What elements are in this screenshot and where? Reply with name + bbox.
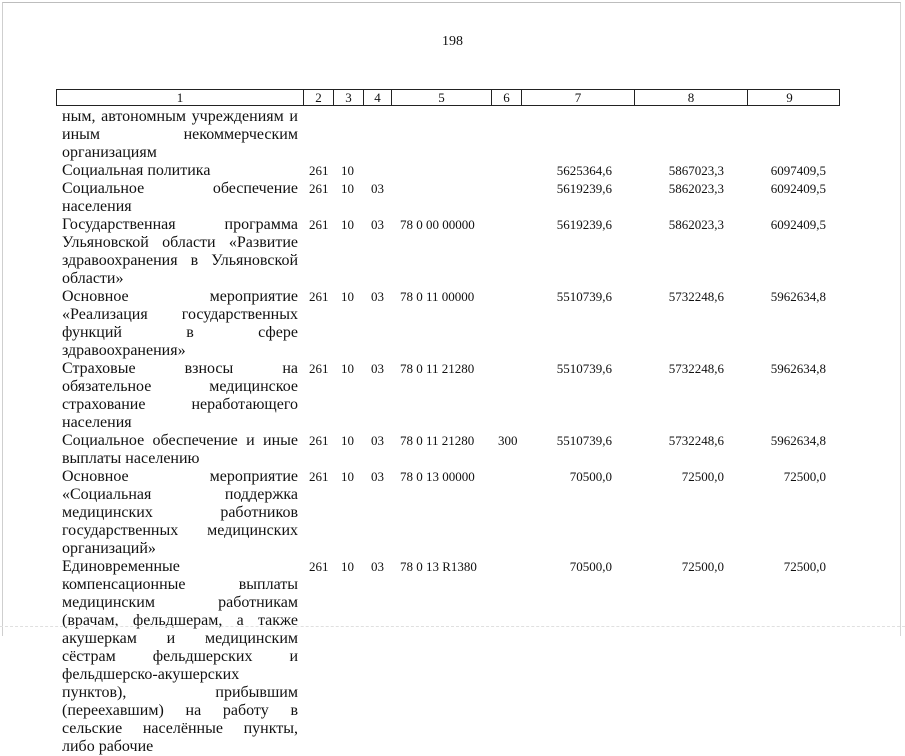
header-col-7: 7 [522,90,635,105]
row-subsection: 03 [371,559,384,574]
row-amount-col8: 72500,0 [681,469,724,484]
row-amount-col7: 5625364,6 [556,163,612,178]
table-row [0,468,905,558]
row-target-article: 78 0 11 21280 [400,433,475,448]
row-amount-col8: 5862023,3 [668,217,724,232]
row-amount-col9: 5962634,8 [770,361,826,376]
row-subsection: 03 [371,469,384,484]
row-name: Основное мероприятие «Социальная поддержка медицинских работников государственных медицинских организаций» [62,468,298,557]
row-name: Государственная программа Ульяновской области «Развитие здравоохранения в Ульяновской области» [62,216,298,287]
table-row [0,558,905,756]
header-col-9: 9 [786,90,793,105]
row-amount-col9: 72500,0 [783,559,826,574]
row-target-article: 78 0 11 21280 [400,361,475,376]
row-section: 10 [341,559,354,574]
page-bottom-edge [0,626,905,627]
row-amount-col9: 6097409,5 [770,163,826,178]
table-row [0,180,905,216]
row-name: Социальное обеспечение и иные выплаты населению [62,432,298,467]
header-col-2: 2 [304,90,334,105]
header-col-6: 6 [492,90,522,105]
row-amount-col9: 5962634,8 [770,289,826,304]
row-amount-col7: 5619239,6 [556,181,612,196]
table-row [0,216,905,288]
row-ved: 261 [309,289,329,304]
row-section: 10 [341,217,354,232]
row-subsection: 03 [371,361,384,376]
header-col-4: 4 [364,90,392,105]
table-body [0,108,905,756]
table-row [0,360,905,432]
row-section: 10 [341,469,354,484]
row-section: 10 [341,181,354,196]
table-row [0,108,905,162]
row-amount-col8: 5732248,6 [668,433,724,448]
row-target-article: 78 0 11 00000 [400,289,475,304]
row-amount-col7: 5510739,6 [556,289,612,304]
row-amount-col7: 70500,0 [569,559,612,574]
table-row [0,432,905,468]
row-amount-col8: 5862023,3 [668,181,724,196]
header-col-5: 5 [392,90,492,105]
row-ved: 261 [309,433,329,448]
row-section: 10 [341,433,354,448]
row-amount-col8: 5732248,6 [668,289,724,304]
row-name: Единовременные компенсационные выплаты медицинским работникам (врачам, фельдшерам, а также акушеркам и медицинским сёстрам фельдшерских и фельдшерско-акушерских пунктов), прибывшим (переехавшим) на работу в сельские населённые пункты, либо рабочие [62,558,298,755]
row-amount-col9: 72500,0 [783,469,826,484]
table-header-row [56,89,840,106]
header-col-1: 1 [57,90,304,105]
header-col-3: 3 [334,90,364,105]
row-subsection: 03 [371,181,384,196]
row-section: 10 [341,289,354,304]
row-amount-col7: 5619239,6 [556,217,612,232]
row-ved: 261 [309,181,329,196]
row-amount-col9: 5962634,8 [770,433,826,448]
row-subsection: 03 [371,433,384,448]
row-name: Социальная политика [62,162,211,179]
row-name: Основное мероприятие «Реализация государственных функций в сфере здравоохранения» [62,288,298,359]
row-amount-col8: 5867023,3 [668,163,724,178]
table-row [0,162,905,180]
row-ved: 261 [309,559,329,574]
row-section: 10 [341,361,354,376]
row-target-article: 78 0 13 00000 [400,469,475,484]
row-amount-col8: 72500,0 [681,559,724,574]
row-name: ным, автономным учреждениям и иным некоммерческим организациям [62,108,298,161]
row-ved: 261 [309,361,329,376]
row-name: Социальное обеспечение населения [62,180,298,215]
header-col-8: 8 [635,90,748,105]
row-amount-col9: 6092409,5 [770,181,826,196]
row-subsection: 03 [371,217,384,232]
row-ved: 261 [309,217,329,232]
row-target-article: 78 0 13 R1380 [400,559,477,574]
page-number: 198 [442,34,463,49]
row-ved: 261 [309,469,329,484]
row-amount-col7: 5510739,6 [556,433,612,448]
row-amount-col7: 5510739,6 [556,361,612,376]
row-ved: 261 [309,163,329,178]
table-row [0,288,905,360]
row-amount-col8: 5732248,6 [668,361,724,376]
row-amount-col9: 6092409,5 [770,217,826,232]
row-name: Страховые взносы на обязательное медицинское страхование неработающего населения [62,360,298,431]
row-target-article: 78 0 00 00000 [400,217,475,232]
row-expense-type: 300 [498,433,518,448]
row-section: 10 [341,163,354,178]
row-amount-col7: 70500,0 [569,469,612,484]
row-subsection: 03 [371,289,384,304]
